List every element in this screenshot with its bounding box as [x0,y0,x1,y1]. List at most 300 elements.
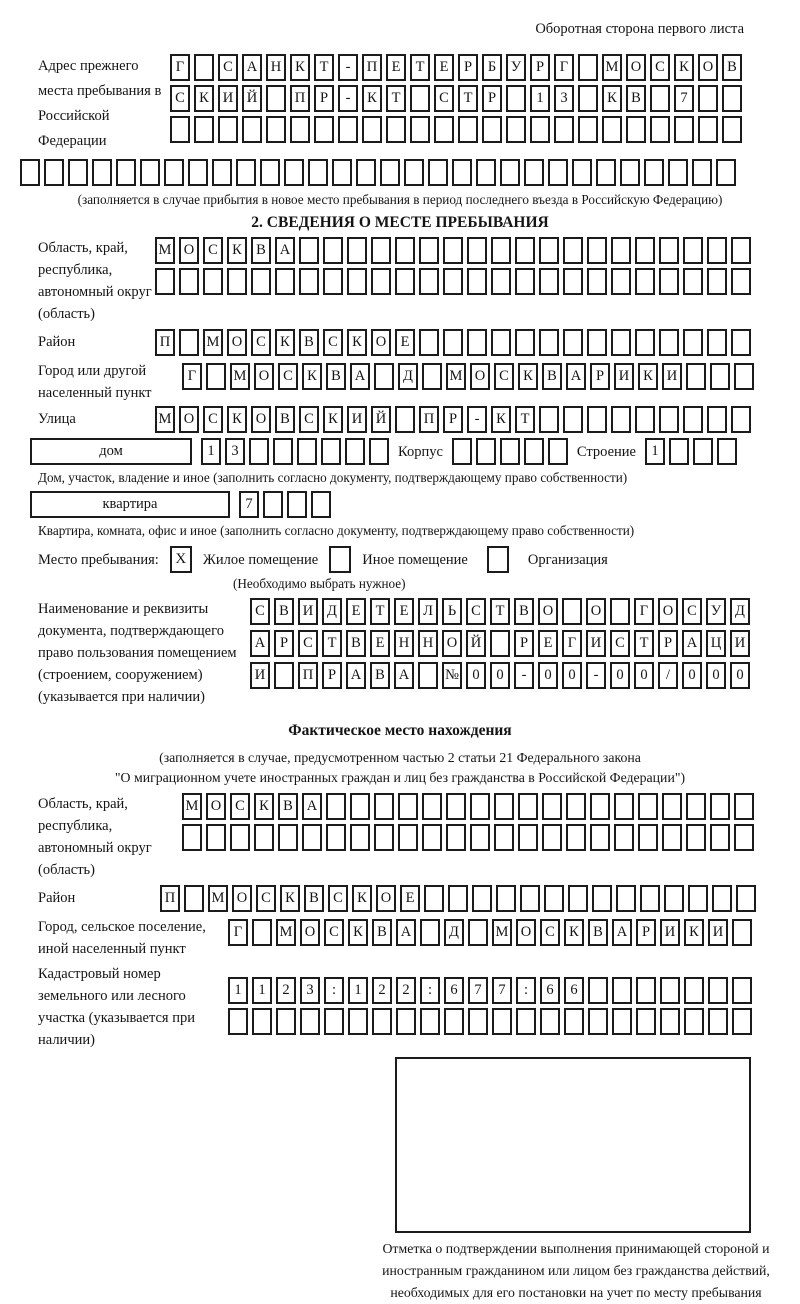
char-cell[interactable] [660,1008,680,1035]
char-cell[interactable]: Н [418,630,438,657]
char-cell[interactable] [539,406,559,433]
char-cell[interactable]: Б [482,54,502,81]
char-cell[interactable]: О [442,630,462,657]
char-cell[interactable]: П [155,329,175,356]
char-cell[interactable]: С [250,598,270,625]
char-cell[interactable]: Р [274,630,294,657]
char-cell[interactable] [674,116,694,143]
char-cell[interactable]: С [299,406,319,433]
char-cell[interactable] [707,406,727,433]
char-cell[interactable] [542,824,562,851]
char-cell[interactable] [707,237,727,264]
char-cell[interactable]: 3 [225,438,245,465]
char-cell[interactable] [434,116,454,143]
char-cell[interactable]: М [492,919,512,946]
house-number-row[interactable] [201,438,389,465]
stay-other-checkbox[interactable] [329,546,351,573]
korpus-row[interactable] [452,438,568,465]
char-cell[interactable] [717,438,737,465]
char-cell[interactable] [587,237,607,264]
char-cell[interactable] [518,793,538,820]
char-cell[interactable] [710,824,730,851]
char-cell[interactable] [544,885,564,912]
char-cell[interactable]: Г [554,54,574,81]
char-cell[interactable]: 6 [540,977,560,1004]
char-cell[interactable]: Т [322,630,342,657]
char-cell[interactable] [44,159,64,186]
char-cell[interactable]: 6 [444,977,464,1004]
char-cell[interactable] [452,438,472,465]
char-cell[interactable] [660,977,680,1004]
char-cell[interactable]: С [170,85,190,112]
char-cell[interactable] [345,438,365,465]
char-cell[interactable]: К [347,329,367,356]
char-cell[interactable]: Е [400,885,420,912]
char-cell[interactable]: Г [182,363,202,390]
char-cell[interactable]: С [324,919,344,946]
char-cell[interactable] [273,438,293,465]
char-cell[interactable]: У [506,54,526,81]
char-cell[interactable] [636,977,656,1004]
char-cell[interactable] [371,237,391,264]
char-cell[interactable]: - [338,54,358,81]
char-cell[interactable] [716,159,736,186]
char-cell[interactable] [548,438,568,465]
char-cell[interactable] [540,1008,560,1035]
char-cell[interactable]: К [323,406,343,433]
char-cell[interactable] [371,268,391,295]
char-cell[interactable] [321,438,341,465]
char-cell[interactable]: 1 [645,438,665,465]
char-cell[interactable]: С [434,85,454,112]
char-cell[interactable] [276,1008,296,1035]
char-cell[interactable] [422,824,442,851]
char-cell[interactable]: № [442,662,462,689]
char-cell[interactable] [424,885,444,912]
char-cell[interactable] [683,329,703,356]
char-cell[interactable]: Л [418,598,438,625]
char-cell[interactable]: П [362,54,382,81]
char-cell[interactable] [566,793,586,820]
char-cell[interactable] [395,406,415,433]
char-cell[interactable] [568,885,588,912]
district-row[interactable] [155,329,751,356]
char-cell[interactable] [707,268,727,295]
char-cell[interactable]: : [516,977,536,1004]
char-cell[interactable] [299,237,319,264]
char-cell[interactable] [374,824,394,851]
char-cell[interactable]: Й [371,406,391,433]
char-cell[interactable]: К [254,793,274,820]
char-cell[interactable]: 0 [634,662,654,689]
house-box[interactable]: дом [30,438,192,465]
char-cell[interactable] [347,237,367,264]
char-cell[interactable]: И [614,363,634,390]
char-cell[interactable]: 7 [492,977,512,1004]
char-cell[interactable] [635,268,655,295]
char-cell[interactable]: И [347,406,367,433]
char-cell[interactable] [732,919,752,946]
char-cell[interactable] [578,116,598,143]
char-cell[interactable] [659,268,679,295]
char-cell[interactable]: Т [490,598,510,625]
char-cell[interactable] [68,159,88,186]
char-cell[interactable] [638,824,658,851]
char-cell[interactable]: 0 [490,662,510,689]
char-cell[interactable]: И [218,85,238,112]
char-cell[interactable] [612,1008,632,1035]
char-cell[interactable]: 7 [674,85,694,112]
char-cell[interactable]: М [446,363,466,390]
char-cell[interactable] [708,1008,728,1035]
char-cell[interactable]: Г [634,598,654,625]
char-cell[interactable] [539,268,559,295]
char-cell[interactable] [496,885,516,912]
char-cell[interactable]: О [206,793,226,820]
char-cell[interactable]: С [494,363,514,390]
char-cell[interactable]: 2 [396,977,416,1004]
char-cell[interactable] [468,919,488,946]
char-cell[interactable]: С [203,406,223,433]
char-cell[interactable] [587,406,607,433]
char-cell[interactable]: О [516,919,536,946]
char-cell[interactable] [467,268,487,295]
char-cell[interactable]: С [256,885,276,912]
char-cell[interactable] [491,329,511,356]
char-cell[interactable]: В [346,630,366,657]
char-cell[interactable] [297,438,317,465]
char-cell[interactable] [266,116,286,143]
document-row-1[interactable] [250,598,750,625]
char-cell[interactable]: Н [394,630,414,657]
char-cell[interactable] [443,268,463,295]
char-cell[interactable]: С [650,54,670,81]
char-cell[interactable]: С [203,237,223,264]
char-cell[interactable]: Й [466,630,486,657]
char-cell[interactable]: Н [266,54,286,81]
char-cell[interactable]: И [708,919,728,946]
char-cell[interactable] [506,116,526,143]
char-cell[interactable] [722,116,742,143]
char-cell[interactable]: К [275,329,295,356]
char-cell[interactable] [184,885,204,912]
char-cell[interactable]: О [254,363,274,390]
char-cell[interactable]: 0 [562,662,582,689]
char-cell[interactable] [419,329,439,356]
char-cell[interactable] [686,793,706,820]
char-cell[interactable]: 6 [564,977,584,1004]
char-cell[interactable]: А [396,919,416,946]
char-cell[interactable]: М [276,919,296,946]
char-cell[interactable] [395,237,415,264]
char-cell[interactable] [563,268,583,295]
char-cell[interactable]: К [348,919,368,946]
char-cell[interactable] [731,237,751,264]
char-cell[interactable] [688,885,708,912]
char-cell[interactable] [252,1008,272,1035]
char-cell[interactable] [92,159,112,186]
actual-district-row[interactable] [160,885,756,912]
char-cell[interactable] [659,237,679,264]
char-cell[interactable]: В [626,85,646,112]
char-cell[interactable]: С [230,793,250,820]
char-cell[interactable] [326,824,346,851]
prev-address-row-4[interactable] [20,159,800,186]
char-cell[interactable]: К [227,237,247,264]
char-cell[interactable] [587,268,607,295]
char-cell[interactable]: О [538,598,558,625]
char-cell[interactable]: В [251,237,271,264]
char-cell[interactable] [164,159,184,186]
char-cell[interactable] [732,977,752,1004]
char-cell[interactable] [470,824,490,851]
char-cell[interactable] [731,268,751,295]
char-cell[interactable]: К [302,363,322,390]
char-cell[interactable] [252,919,272,946]
char-cell[interactable]: Т [314,54,334,81]
char-cell[interactable] [683,237,703,264]
char-cell[interactable]: П [419,406,439,433]
char-cell[interactable] [516,1008,536,1035]
char-cell[interactable] [398,824,418,851]
char-cell[interactable]: И [730,630,750,657]
char-cell[interactable] [515,237,535,264]
char-cell[interactable]: Р [530,54,550,81]
char-cell[interactable]: К [491,406,511,433]
char-cell[interactable] [275,268,295,295]
char-cell[interactable] [734,363,754,390]
char-cell[interactable] [563,329,583,356]
char-cell[interactable]: Р [482,85,502,112]
char-cell[interactable] [494,824,514,851]
char-cell[interactable]: В [275,406,295,433]
char-cell[interactable] [590,793,610,820]
char-cell[interactable]: - [514,662,534,689]
char-cell[interactable]: Р [636,919,656,946]
char-cell[interactable] [179,268,199,295]
char-cell[interactable] [419,237,439,264]
char-cell[interactable] [566,824,586,851]
char-cell[interactable]: С [218,54,238,81]
char-cell[interactable] [422,793,442,820]
char-cell[interactable]: В [722,54,742,81]
char-cell[interactable] [683,268,703,295]
char-cell[interactable] [520,885,540,912]
char-cell[interactable]: Р [443,406,463,433]
char-cell[interactable] [506,85,526,112]
char-cell[interactable] [578,54,598,81]
char-cell[interactable] [332,159,352,186]
stay-organization-checkbox[interactable] [487,546,509,573]
street-row[interactable] [155,406,751,433]
char-cell[interactable]: Т [370,598,390,625]
char-cell[interactable] [596,159,616,186]
char-cell[interactable] [230,824,250,851]
char-cell[interactable] [722,85,742,112]
char-cell[interactable] [650,85,670,112]
char-cell[interactable]: В [299,329,319,356]
char-cell[interactable]: Ь [442,598,462,625]
char-cell[interactable] [155,268,175,295]
char-cell[interactable] [323,268,343,295]
char-cell[interactable] [518,824,538,851]
char-cell[interactable] [524,159,544,186]
char-cell[interactable]: 1 [530,85,550,112]
char-cell[interactable] [263,491,283,518]
char-cell[interactable]: О [371,329,391,356]
char-cell[interactable] [684,1008,704,1035]
char-cell[interactable] [669,438,689,465]
char-cell[interactable]: 1 [348,977,368,1004]
char-cell[interactable]: И [298,598,318,625]
char-cell[interactable] [227,268,247,295]
char-cell[interactable]: Т [515,406,535,433]
char-cell[interactable]: М [208,885,228,912]
char-cell[interactable]: М [182,793,202,820]
char-cell[interactable] [578,85,598,112]
char-cell[interactable]: В [370,662,390,689]
char-cell[interactable] [635,329,655,356]
char-cell[interactable] [590,824,610,851]
char-cell[interactable] [736,885,756,912]
char-cell[interactable]: П [160,885,180,912]
char-cell[interactable] [614,824,634,851]
char-cell[interactable] [362,116,382,143]
char-cell[interactable] [182,824,202,851]
actual-city-row[interactable] [228,919,752,946]
char-cell[interactable] [659,406,679,433]
char-cell[interactable] [732,1008,752,1035]
char-cell[interactable]: Е [394,598,414,625]
char-cell[interactable] [638,793,658,820]
char-cell[interactable]: С [251,329,271,356]
char-cell[interactable] [563,406,583,433]
char-cell[interactable]: 3 [300,977,320,1004]
char-cell[interactable] [635,237,655,264]
region-row-1[interactable] [155,237,751,264]
char-cell[interactable] [396,1008,416,1035]
char-cell[interactable]: Г [170,54,190,81]
char-cell[interactable]: 2 [276,977,296,1004]
char-cell[interactable]: Г [562,630,582,657]
char-cell[interactable] [422,363,442,390]
char-cell[interactable]: М [230,363,250,390]
actual-region-row-2[interactable] [182,824,754,851]
char-cell[interactable] [563,237,583,264]
char-cell[interactable] [369,438,389,465]
char-cell[interactable]: И [662,363,682,390]
char-cell[interactable] [611,406,631,433]
char-cell[interactable]: Т [458,85,478,112]
char-cell[interactable]: С [682,598,702,625]
char-cell[interactable]: Р [322,662,342,689]
char-cell[interactable]: О [179,237,199,264]
char-cell[interactable] [212,159,232,186]
char-cell[interactable] [592,885,612,912]
char-cell[interactable]: 1 [201,438,221,465]
char-cell[interactable] [482,116,502,143]
char-cell[interactable] [443,237,463,264]
char-cell[interactable] [347,268,367,295]
char-cell[interactable]: А [682,630,702,657]
char-cell[interactable]: В [514,598,534,625]
char-cell[interactable]: А [612,919,632,946]
document-row-2[interactable] [250,630,750,657]
char-cell[interactable]: 0 [610,662,630,689]
char-cell[interactable]: Р [458,54,478,81]
char-cell[interactable]: К [638,363,658,390]
char-cell[interactable]: О [626,54,646,81]
char-cell[interactable] [734,824,754,851]
char-cell[interactable] [707,329,727,356]
char-cell[interactable] [468,1008,488,1035]
char-cell[interactable] [710,363,730,390]
char-cell[interactable] [242,116,262,143]
cadastral-row-1[interactable] [228,977,752,1004]
char-cell[interactable] [170,116,190,143]
char-cell[interactable]: В [372,919,392,946]
char-cell[interactable]: Т [410,54,430,81]
char-cell[interactable]: А [394,662,414,689]
char-cell[interactable]: К [290,54,310,81]
char-cell[interactable] [410,116,430,143]
char-cell[interactable]: Й [242,85,262,112]
char-cell[interactable]: Е [370,630,390,657]
char-cell[interactable]: П [298,662,318,689]
char-cell[interactable] [374,793,394,820]
char-cell[interactable]: Е [538,630,558,657]
char-cell[interactable]: 0 [706,662,726,689]
char-cell[interactable]: С [328,885,348,912]
prev-address-row-3[interactable] [170,116,742,143]
char-cell[interactable]: Р [514,630,534,657]
char-cell[interactable] [326,793,346,820]
char-cell[interactable]: В [588,919,608,946]
char-cell[interactable] [314,116,334,143]
char-cell[interactable] [374,363,394,390]
char-cell[interactable] [311,491,331,518]
char-cell[interactable] [686,824,706,851]
prev-address-row-2[interactable] [170,85,742,112]
document-row-3[interactable] [250,662,750,689]
char-cell[interactable] [668,159,688,186]
char-cell[interactable] [251,268,271,295]
char-cell[interactable]: И [660,919,680,946]
char-cell[interactable] [348,1008,368,1035]
char-cell[interactable] [539,237,559,264]
char-cell[interactable] [542,793,562,820]
char-cell[interactable] [554,116,574,143]
char-cell[interactable] [490,630,510,657]
char-cell[interactable] [260,159,280,186]
apartment-number-row[interactable] [239,491,331,518]
char-cell[interactable] [602,116,622,143]
char-cell[interactable]: - [338,85,358,112]
char-cell[interactable]: : [420,977,440,1004]
char-cell[interactable]: К [280,885,300,912]
char-cell[interactable]: М [155,406,175,433]
char-cell[interactable] [470,793,490,820]
char-cell[interactable] [491,268,511,295]
char-cell[interactable]: 0 [682,662,702,689]
char-cell[interactable]: А [302,793,322,820]
char-cell[interactable]: К [227,406,247,433]
char-cell[interactable]: С [323,329,343,356]
char-cell[interactable] [419,268,439,295]
char-cell[interactable]: С [540,919,560,946]
char-cell[interactable] [611,329,631,356]
char-cell[interactable]: Ц [706,630,726,657]
